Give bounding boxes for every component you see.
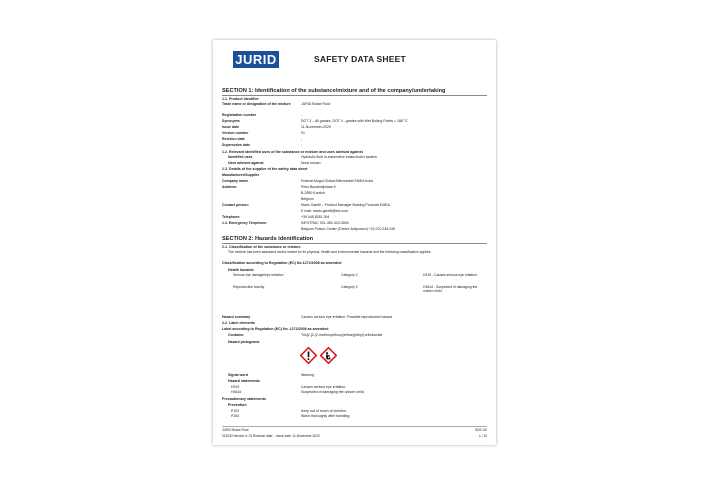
prevention-label: Prevention <box>228 403 247 407</box>
footer-meta: 013033 Version #: 01 Revision date: - Issue date: 11-November-2020 <box>222 434 320 438</box>
footer-line-2 <box>222 434 487 438</box>
health-hazard-icon <box>320 347 337 364</box>
product-identifier-heading: 1.1. Product identifier <box>222 97 259 101</box>
classification-text: The mixture has been assessed and/or tested for its physical, health and environmental hazards and the following classification applies. <box>228 250 432 254</box>
supplier-details-heading: 1.3. Details of the supplier of the safety data sheet <box>222 167 308 171</box>
hazard-statement: H361d - Suspected of damaging the unborn child. <box>423 285 478 293</box>
jurid-logo: JURID <box>233 51 279 68</box>
hazard-name: Serious eye damage/eye irritation <box>233 273 284 277</box>
section-2-heading: SECTION 2: Hazards identification <box>222 236 314 242</box>
exclamation-mark-icon <box>300 347 317 364</box>
footer-rule <box>222 426 487 427</box>
classification-heading: 2.1. Classification of the substance or mixture <box>222 245 301 249</box>
footer-line-1 <box>222 428 487 432</box>
section-2-rule <box>222 243 487 244</box>
hazard-category: Category 2 <box>341 273 358 277</box>
hazard-category: Category 2 <box>341 285 358 289</box>
precautionary-statements-label: Precautionary statements <box>222 397 266 401</box>
hazard-statement: H319 - Causes serious eye irritation. <box>423 273 478 277</box>
health-hazards-label: Health hazards <box>228 268 254 272</box>
sds-page: JURID SAFETY DATA SHEET SECTION 1: Identification of the substance/mixture and of the company/undertaking 1.1. Product identifier Trade name or designation of the mixture JURID Brake Fluid Registration number - Synonyms DOT 3 – All grades, DOT 4 - grades with Wet Boiling Points < 188 °C. Issue date 11-November-2020 Version number 01 Revision date - Supersedes date - 1.2. Relevant identified uses of the substance or mixture and uses advised against Identified uses Hydraulic fluid in automotive brake/clutch system. Uses advised against None known. 1.3. Details of the supplier of the safety data sheet Manufacturer/Supplier Company name Federal-Mogul Global Aftermarket EMEA bvba Address: Prins Boudewijnlaan 5 B-2550 Kontich Belgium Contact person: Mario Garelli – Product Manager Braking Products EMEA E-mail: mario.garelli@tmr.com Telephone: +39 045 8281 394 1.4. Emergency Telephone: INFOTRAC 001-352-323-3500 Belgium Poison Center (Centre Antipoison) +32.070.245.245 SECTION 2: Hazards identification 2.1. Classification of the substance or mixture The mixture has been assessed and/or tested for its physical, health and environmental hazards and the following classification applies. Classification according to Regulation (EC) No 1272/2008 as amended Health hazards Serious eye damage/eye irritation Category 2 H319 - Causes serious eye irritation. Reproductive toxicity Category 2 H361d - Suspected of damaging the unborn child. Hazard summary Causes serious eye irritation. Possible reproductive hazard. 2.2. Label elements Label according to Regulation (EC) No. 1272/2008 as amended Contains: Tris[2-[2-(2-methoxyethoxy)ethoxy]ethyl] orthoborate Hazard pictograms Signal word Warning Hazard statements H319 Causes serious eye irritation. H361d Suspected of damaging the unborn child. Precautionary statements Prevention P102 Keep out of reach of children. P264 Wash thoroughly after handling. JURID Brake Fluid SDS UK 013033 Version #: 01 Revision date: - Issue date: 11-November-2020 1 / 10 <box>213 40 496 445</box>
hazard-name: Reproductive toxicity <box>233 285 265 289</box>
section-1-rule <box>222 95 487 96</box>
label-regulation: Label according to Regulation (EC) No. 1272/2008 as amended <box>222 327 329 331</box>
footer-code: SDS UK <box>475 428 487 432</box>
footer-product: JURID Brake Fluid <box>222 428 249 432</box>
label-elements-heading: 2.2. Label elements <box>222 321 255 325</box>
section-1-heading: SECTION 1: Identification of the substance/mixture and of the company/undertaking <box>222 88 446 94</box>
hazard-statements-label: Hazard statements <box>228 379 260 383</box>
page-number: 1 / 10 <box>479 434 487 438</box>
classification-regulation: Classification according to Regulation (EC) No 1272/2008 as amended <box>222 261 342 265</box>
uses-heading: 1.2. Relevant identified uses of the substance or mixture and uses advised against <box>222 150 363 154</box>
document-title: SAFETY DATA SHEET <box>314 54 406 64</box>
